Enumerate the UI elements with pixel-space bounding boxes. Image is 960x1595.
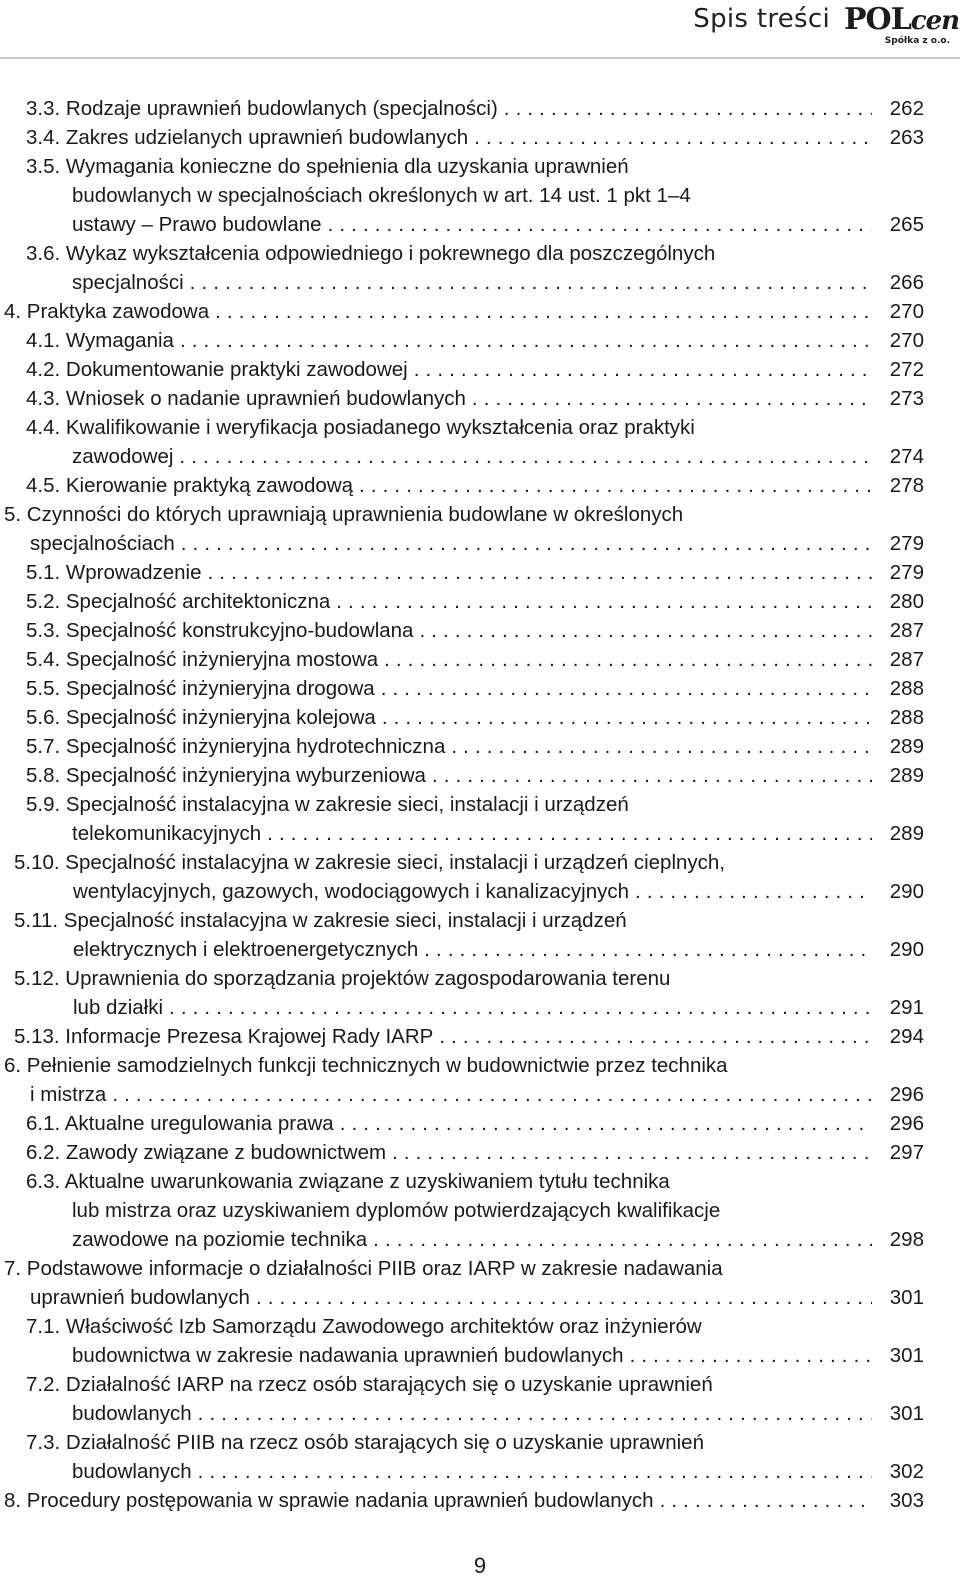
dot-leader xyxy=(256,1283,872,1312)
page-header xyxy=(0,0,960,58)
dot-leader xyxy=(373,1225,872,1254)
toc-page-number: 287 xyxy=(889,648,924,671)
toc-page-number: 294 xyxy=(889,1025,924,1048)
dot-leader xyxy=(635,877,872,906)
toc-page-number: 289 xyxy=(889,822,924,845)
toc-entry-text: 3.4. Zakres udzielanych uprawnień budowlanych xyxy=(26,126,469,149)
dot-leader xyxy=(180,326,872,355)
toc-entry-text: ustawy – Prawo budowlane xyxy=(72,213,322,236)
toc-entry[interactable] xyxy=(0,355,960,384)
toc-entry-last-line xyxy=(0,935,924,964)
dot-leader xyxy=(336,587,872,616)
toc-entry-text: 5.11. Specjalność instalacyjna w zakresie sieci, instalacji i urządzeń xyxy=(14,909,627,932)
toc-entry[interactable] xyxy=(0,500,960,558)
toc-entry-text: 7.2. Działalność IARP na rzecz osób starających się o uzyskanie uprawnień xyxy=(26,1373,713,1396)
toc-entry[interactable] xyxy=(0,239,960,297)
toc-entry-text: 5.9. Specjalność instalacyjna w zakresie sieci, instalacji i urządzeń xyxy=(26,793,629,816)
running-title: Spis treści xyxy=(693,4,830,34)
toc-entry-last-line xyxy=(0,1022,924,1051)
dot-leader xyxy=(328,210,872,239)
toc-entry-last-line xyxy=(0,732,924,761)
toc-entry[interactable] xyxy=(0,1254,960,1312)
toc-entry[interactable] xyxy=(0,1370,960,1428)
toc-entry-text: 3.3. Rodzaje uprawnień budowlanych (specjalności) xyxy=(26,97,498,120)
dot-leader xyxy=(198,1457,872,1486)
toc-entry-last-line xyxy=(0,1399,924,1428)
toc-entry-last-line xyxy=(0,1225,924,1254)
toc-entry-last-line xyxy=(0,819,924,848)
toc-entry-last-line xyxy=(0,326,924,355)
toc-entry[interactable] xyxy=(0,558,960,587)
toc-entry[interactable] xyxy=(0,152,960,239)
toc-entry-last-line xyxy=(0,674,924,703)
toc-entry[interactable] xyxy=(0,761,960,790)
toc-entry-text: uprawnień budowlanych xyxy=(30,1286,250,1309)
toc-entry-text: 7.3. Działalność PIIB na rzecz osób starających się o uzyskanie uprawnień xyxy=(26,1431,704,1454)
toc-entry-last-line xyxy=(0,1486,924,1515)
toc-page-number: 266 xyxy=(889,271,924,294)
toc-entry[interactable] xyxy=(0,906,960,964)
toc-entry-last-line xyxy=(0,355,924,384)
toc-entry-last-line xyxy=(0,94,924,123)
toc-entry-last-line xyxy=(0,1080,924,1109)
dot-leader xyxy=(472,384,872,413)
toc-entry-last-line xyxy=(0,993,924,1022)
toc-entry[interactable] xyxy=(0,703,960,732)
toc-entry-text: 5.10. Specjalność instalacyjna w zakresie sieci, instalacji i urządzeń cieplnych, xyxy=(14,851,726,874)
dot-leader xyxy=(474,123,872,152)
toc-entry-text: 5.4. Specjalność inżynieryjna mostowa xyxy=(26,648,379,671)
toc-entry-text: 5.2. Specjalność architektoniczna xyxy=(26,590,331,613)
toc-entry-text: 3.5. Wymagania konieczne do spełnienia dla uzyskania uprawnień xyxy=(26,155,629,178)
toc-entry[interactable] xyxy=(0,645,960,674)
toc-page-number: 288 xyxy=(889,706,924,729)
toc-entry-text: 5.5. Specjalność inżynieryjna drogowa xyxy=(26,677,375,700)
toc-entry[interactable] xyxy=(0,123,960,152)
toc-entry-text: lub mistrza oraz uzyskiwaniem dyplomów potwierdzających kwalifikacje xyxy=(72,1199,721,1222)
toc-entry[interactable] xyxy=(0,413,960,471)
toc-entry-text: i mistrza xyxy=(30,1083,107,1106)
toc-page-number: 263 xyxy=(889,126,924,149)
dot-leader xyxy=(382,703,872,732)
toc-page-number: 287 xyxy=(889,619,924,642)
table-of-contents xyxy=(0,94,960,1515)
toc-entry[interactable] xyxy=(0,1109,960,1138)
page-number: 9 xyxy=(473,1553,487,1578)
dot-leader xyxy=(198,1399,872,1428)
dot-leader xyxy=(660,1486,872,1515)
toc-entry-text: budowlanych w specjalnościach określonych w art. 14 ust. 1 pkt 1–4 xyxy=(72,184,691,207)
toc-page-number: 289 xyxy=(889,764,924,787)
toc-page-number: 291 xyxy=(889,996,924,1019)
toc-entry-last-line xyxy=(0,210,924,239)
toc-entry[interactable] xyxy=(0,94,960,123)
dot-leader xyxy=(414,355,872,384)
toc-entry-last-line xyxy=(0,877,924,906)
toc-entry-text: budowlanych xyxy=(72,1402,192,1425)
toc-entry[interactable] xyxy=(0,1022,960,1051)
toc-entry[interactable] xyxy=(0,384,960,413)
toc-entry-text: 3.6. Wykaz wykształcenia odpowiedniego i pokrewnego dla poszczególnych xyxy=(26,242,716,265)
toc-page-number: 303 xyxy=(889,1489,924,1512)
toc-entry-text: 6. Pełnienie samodzielnych funkcji technicznych w budownictwie przez technika xyxy=(4,1054,728,1077)
toc-page-number: 270 xyxy=(889,329,924,352)
toc-entry-text: 6.1. Aktualne uregulowania prawa xyxy=(26,1112,334,1135)
toc-entry-text: budownictwa w zakresie nadawania uprawnień budowlanych xyxy=(72,1344,624,1367)
toc-page-number: 296 xyxy=(889,1083,924,1106)
toc-entry-text: 4.2. Dokumentowanie praktyki zawodowej xyxy=(26,358,408,381)
toc-entry-text: 4.3. Wniosek o nadanie uprawnień budowlanych xyxy=(26,387,466,410)
toc-page-number: 301 xyxy=(889,1286,924,1309)
header-divider xyxy=(0,57,960,59)
dot-leader xyxy=(381,674,872,703)
toc-entry-last-line xyxy=(0,558,924,587)
toc-entry-text: wentylacyjnych, gazowych, wodociągowych i kanalizacyjnych xyxy=(73,880,630,903)
toc-page-number: 273 xyxy=(889,387,924,410)
toc-entry-text: 4. Praktyka zawodowa xyxy=(4,300,210,323)
toc-entry-last-line xyxy=(0,761,924,790)
toc-page-number: 265 xyxy=(889,213,924,236)
toc-entry-last-line xyxy=(0,587,924,616)
toc-entry[interactable] xyxy=(0,732,960,761)
toc-entry-text: lub działki xyxy=(73,996,164,1019)
dot-leader xyxy=(112,1080,872,1109)
toc-page-number: 301 xyxy=(889,1402,924,1425)
dot-leader xyxy=(340,1109,872,1138)
toc-entry-text: 5.12. Uprawnienia do sporządzania projektów zagospodarowania terenu xyxy=(14,967,671,990)
toc-entry-last-line xyxy=(0,297,924,326)
toc-entry-last-line xyxy=(0,1283,924,1312)
dot-leader xyxy=(215,297,872,326)
toc-page-number: 279 xyxy=(889,561,924,584)
toc-entry-last-line xyxy=(0,645,924,674)
toc-entry[interactable] xyxy=(0,1138,960,1167)
toc-entry[interactable] xyxy=(0,1312,960,1370)
toc-entry[interactable] xyxy=(0,1167,960,1254)
toc-page-number: 290 xyxy=(889,880,924,903)
toc-entry-last-line xyxy=(0,268,924,297)
toc-entry[interactable] xyxy=(0,848,960,906)
toc-entry-text: 6.2. Zawody związane z budownictwem xyxy=(26,1141,387,1164)
toc-page-number: 297 xyxy=(889,1141,924,1164)
toc-page-number: 280 xyxy=(889,590,924,613)
dot-leader xyxy=(181,529,872,558)
toc-entry-text: 5. Czynności do których uprawniają uprawnienia budowlane w określonych xyxy=(4,503,684,526)
toc-entry[interactable] xyxy=(0,790,960,848)
toc-page-number: 279 xyxy=(889,532,924,555)
dot-leader xyxy=(432,761,872,790)
toc-entry[interactable] xyxy=(0,326,960,355)
dot-leader xyxy=(190,268,872,297)
toc-entry[interactable] xyxy=(0,1486,960,1515)
toc-entry-text: specjalnościach xyxy=(30,532,175,555)
toc-entry-text: 5.3. Specjalność konstrukcyjno-budowlana xyxy=(26,619,414,642)
toc-page-number: 272 xyxy=(889,358,924,381)
dot-leader xyxy=(504,94,872,123)
toc-entry-text: 4.4. Kwalifikowanie i weryfikacja posiadanego wykształcenia oraz praktyki xyxy=(26,416,695,439)
toc-entry-text: 5.8. Specjalność inżynieryjna wyburzeniowa xyxy=(26,764,426,787)
toc-entry-last-line xyxy=(0,1341,924,1370)
dot-leader xyxy=(384,645,872,674)
toc-page-number: 290 xyxy=(889,938,924,961)
toc-entry-last-line xyxy=(0,442,924,471)
logo-subtext: Spółka z o.o. xyxy=(884,36,950,46)
dot-leader xyxy=(169,993,872,1022)
toc-entry-last-line xyxy=(0,1109,924,1138)
toc-entry-text: elektrycznych i elektroenergetycznych xyxy=(73,938,419,961)
dot-leader xyxy=(179,442,872,471)
toc-entry[interactable] xyxy=(0,587,960,616)
toc-entry-text: 7. Podstawowe informacje o działalności PIIB oraz IARP w zakresie nadawania xyxy=(4,1257,723,1280)
dot-leader xyxy=(439,1022,872,1051)
logo-wordmark: POLcen xyxy=(844,2,960,37)
toc-entry-last-line xyxy=(0,616,924,645)
toc-entry-text: zawodowe na poziomie technika xyxy=(72,1228,368,1251)
toc-entry-last-line xyxy=(0,384,924,413)
dot-leader xyxy=(392,1138,872,1167)
dot-leader xyxy=(451,732,872,761)
toc-entry-text: 8. Procedury postępowania w sprawie nadania uprawnień budowlanych xyxy=(4,1489,654,1512)
toc-page-number: 301 xyxy=(889,1344,924,1367)
toc-page-number: 278 xyxy=(889,474,924,497)
toc-page-number: 302 xyxy=(889,1460,924,1483)
toc-entry-text: 5.1. Wprowadzenie xyxy=(26,561,202,584)
toc-entry[interactable] xyxy=(0,297,960,326)
toc-entry-text: specjalności xyxy=(72,271,184,294)
toc-entry[interactable] xyxy=(0,1051,960,1109)
toc-entry-text: budowlanych xyxy=(72,1460,192,1483)
toc-page-number: 274 xyxy=(889,445,924,468)
toc-entry-last-line xyxy=(0,471,924,500)
publisher-logo xyxy=(842,2,960,46)
toc-entry[interactable] xyxy=(0,1428,960,1486)
toc-entry-text: 4.5. Kierowanie praktyką zawodową xyxy=(26,474,354,497)
toc-entry-last-line xyxy=(0,123,924,152)
dot-leader xyxy=(630,1341,872,1370)
toc-entry-text: telekomunikacyjnych xyxy=(72,822,262,845)
toc-entry-text: 5.7. Specjalność inżynieryjna hydrotechniczna xyxy=(26,735,446,758)
dot-leader xyxy=(424,935,872,964)
toc-page-number: 270 xyxy=(889,300,924,323)
toc-entry-last-line xyxy=(0,703,924,732)
dot-leader xyxy=(207,558,872,587)
toc-entry-last-line xyxy=(0,529,924,558)
toc-entry[interactable] xyxy=(0,616,960,645)
dot-leader xyxy=(359,471,872,500)
toc-entry-last-line xyxy=(0,1138,924,1167)
toc-page-number: 289 xyxy=(889,735,924,758)
toc-page-number: 262 xyxy=(889,97,924,120)
toc-page-number: 296 xyxy=(889,1112,924,1135)
toc-entry-text: 7.1. Właściwość Izb Samorządu Zawodowego architektów oraz inżynierów xyxy=(26,1315,702,1338)
toc-entry-text: 5.13. Informacje Prezesa Krajowej Rady IARP xyxy=(14,1025,434,1048)
toc-entry[interactable] xyxy=(0,674,960,703)
toc-entry-last-line xyxy=(0,1457,924,1486)
toc-entry-text: 5.6. Specjalność inżynieryjna kolejowa xyxy=(26,706,376,729)
toc-page-number: 298 xyxy=(889,1228,924,1251)
toc-entry-text: zawodowej xyxy=(72,445,174,468)
dot-leader xyxy=(419,616,872,645)
toc-entry[interactable] xyxy=(0,964,960,1022)
toc-entry[interactable] xyxy=(0,471,960,500)
toc-entry-text: 6.3. Aktualne uwarunkowania związane z uzyskiwaniem tytułu technika xyxy=(26,1170,670,1193)
toc-entry-text: 4.1. Wymagania xyxy=(26,329,174,352)
toc-page-number: 288 xyxy=(889,677,924,700)
dot-leader xyxy=(267,819,872,848)
